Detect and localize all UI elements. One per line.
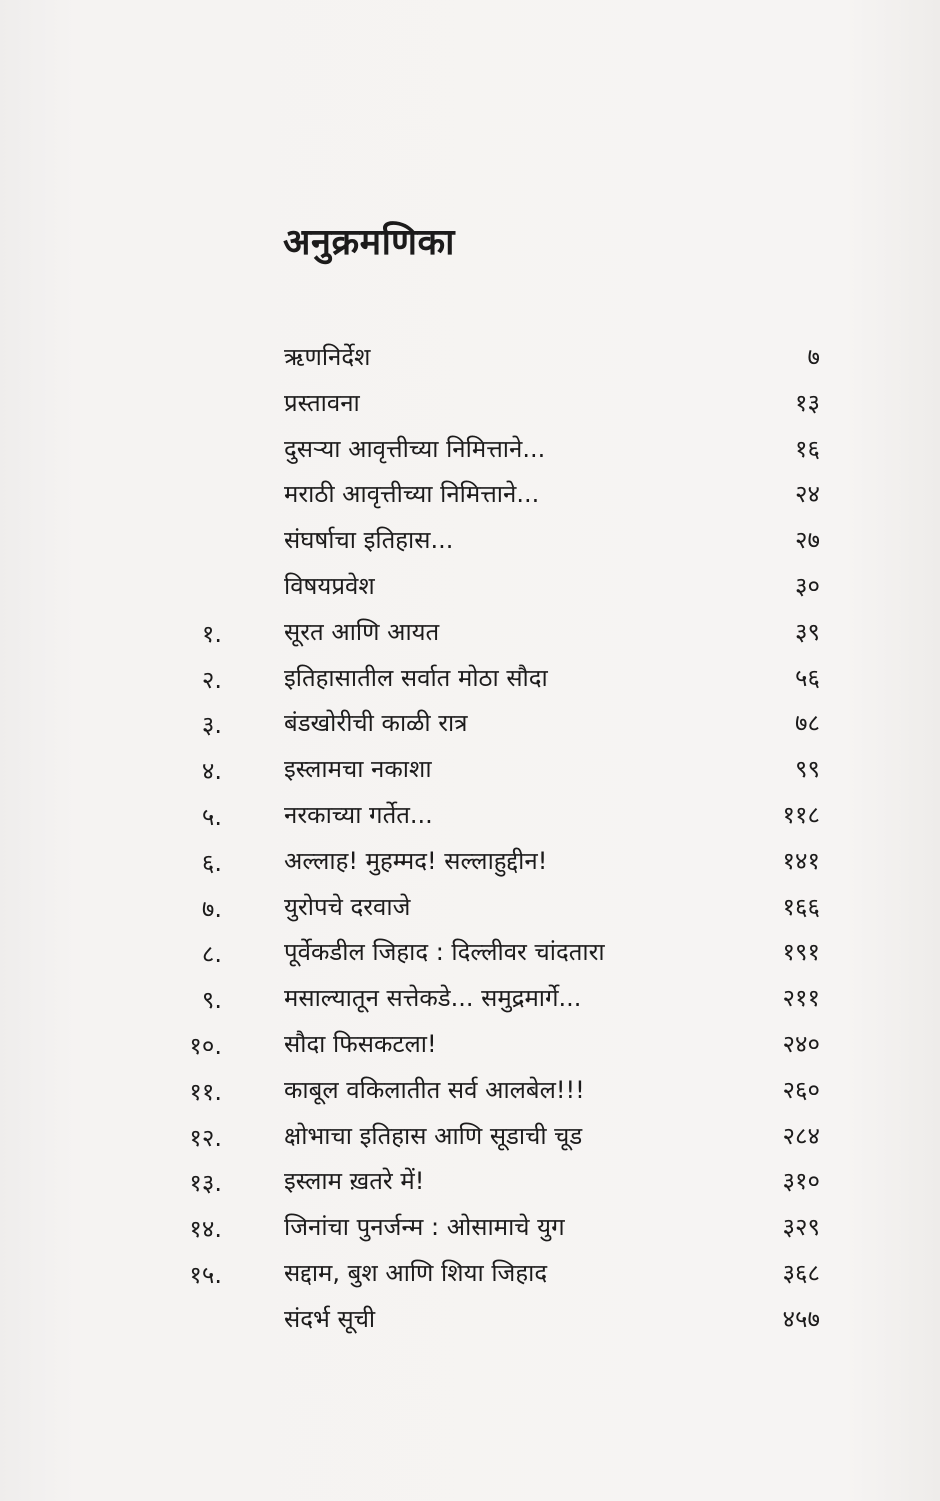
toc-entry [0, 1296, 940, 1342]
toc-entry [0, 609, 940, 655]
chapter-title: संघर्षाचा इतिहास... [284, 526, 454, 555]
chapter-title: अल्लाह! मुहम्मद! सल्लाहुद्दीन! [284, 846, 548, 875]
page-number: ७ [807, 343, 820, 371]
chapter-title: दुसऱ्या आवृत्तीच्या निमित्ताने... [284, 434, 546, 463]
chapter-number: ३. [201, 711, 222, 740]
page-title: अनुक्रमणिका [283, 222, 455, 263]
chapter-number: १३. [189, 1169, 222, 1198]
chapter-title: बंडखोरीची काळी रात्र [284, 709, 468, 738]
toc-entry [0, 334, 940, 380]
chapter-title: सौदा फिसकटला! [284, 1029, 437, 1058]
chapter-title: इस्लामचा नकाशा [284, 755, 432, 784]
page-number: ४५७ [782, 1304, 820, 1333]
page-number: २११ [782, 984, 820, 1013]
toc-entry [0, 517, 940, 563]
page-number: १३ [795, 388, 820, 417]
toc-entry [0, 975, 940, 1021]
chapter-title: प्रस्तावना [284, 388, 360, 417]
toc-entry [0, 1113, 940, 1159]
toc-entry [0, 655, 940, 701]
chapter-number: ६. [201, 848, 222, 877]
toc-entry [0, 1158, 940, 1204]
chapter-title: सद्दाम, बुश आणि शिया जिहाद [284, 1258, 548, 1287]
toc-entry [0, 700, 940, 746]
page-number: ११८ [782, 800, 820, 829]
chapter-title: इतिहासातील सर्वात मोठा सौदा [284, 663, 548, 692]
toc-entry [0, 884, 940, 930]
chapter-number: १२. [189, 1123, 222, 1152]
chapter-title: जिनांचा पुनर्जन्म : ओसामाचे युग [284, 1213, 565, 1242]
chapter-number: ५. [201, 802, 222, 831]
toc-entry [0, 1067, 940, 1113]
chapter-title: विषयप्रवेश [284, 571, 375, 600]
page-number: २४ [795, 480, 820, 509]
chapter-title: संदर्भ सूची [284, 1304, 376, 1333]
chapter-title: युरोपचे दरवाजे [284, 892, 411, 921]
page-number: ९९ [795, 755, 820, 784]
chapter-number: २. [201, 665, 222, 694]
chapter-number: ७. [201, 894, 222, 923]
page-number: २८४ [782, 1121, 820, 1150]
toc-entry [0, 929, 940, 975]
toc-entry [0, 838, 940, 884]
chapter-title: पूर्वेकडील जिहाद : दिल्लीवर चांदतारा [284, 938, 605, 967]
page-number: ३१० [782, 1167, 820, 1196]
page-number: ३२९ [782, 1213, 820, 1242]
page-number: १४१ [782, 846, 820, 875]
page-number: ३० [795, 571, 820, 600]
chapter-title: क्षोभाचा इतिहास आणि सूडाची चूड [284, 1121, 583, 1150]
chapter-title: ऋणनिर्देश [284, 343, 371, 371]
chapter-number: ८. [201, 940, 222, 969]
page-number: २६० [782, 1075, 820, 1104]
page-number: ३९ [795, 617, 820, 646]
chapter-number: १४. [189, 1215, 222, 1244]
toc-list [0, 334, 940, 1342]
page-number: ५६ [795, 663, 820, 692]
page-number: १६ [795, 434, 820, 463]
chapter-number: ४. [201, 757, 222, 786]
toc-entry [0, 792, 940, 838]
toc-entry [0, 746, 940, 792]
chapter-number: १. [201, 619, 222, 648]
chapter-number: ९. [201, 986, 222, 1015]
toc-entry [0, 563, 940, 609]
page-number: १६६ [782, 892, 820, 921]
toc-entry [0, 380, 940, 426]
chapter-number: ११. [189, 1077, 222, 1106]
page-number: २४० [782, 1029, 820, 1058]
chapter-title: मसाल्यातून सत्तेकडे... समुद्रमार्गे... [284, 984, 582, 1013]
chapter-title: इस्लाम ख़तरे में! [284, 1167, 425, 1196]
chapter-number: १०. [189, 1031, 222, 1060]
toc-entry [0, 426, 940, 472]
toc-entry [0, 1250, 940, 1296]
chapter-number: १५. [189, 1260, 222, 1289]
page-number: २७ [795, 526, 820, 555]
page-number: ७८ [795, 709, 820, 738]
chapter-title: नरकाच्या गर्तेत... [284, 800, 433, 829]
toc-entry [0, 1204, 940, 1250]
chapter-title: सूरत आणि आयत [284, 617, 440, 646]
page-number: ३६८ [782, 1258, 820, 1287]
toc-entry [0, 1021, 940, 1067]
toc-entry [0, 471, 940, 517]
chapter-title: काबूल वकिलातीत सर्व आलबेल!!! [284, 1075, 585, 1104]
page-number: १९१ [782, 938, 820, 967]
chapter-title: मराठी आवृत्तीच्या निमित्ताने... [284, 480, 540, 509]
